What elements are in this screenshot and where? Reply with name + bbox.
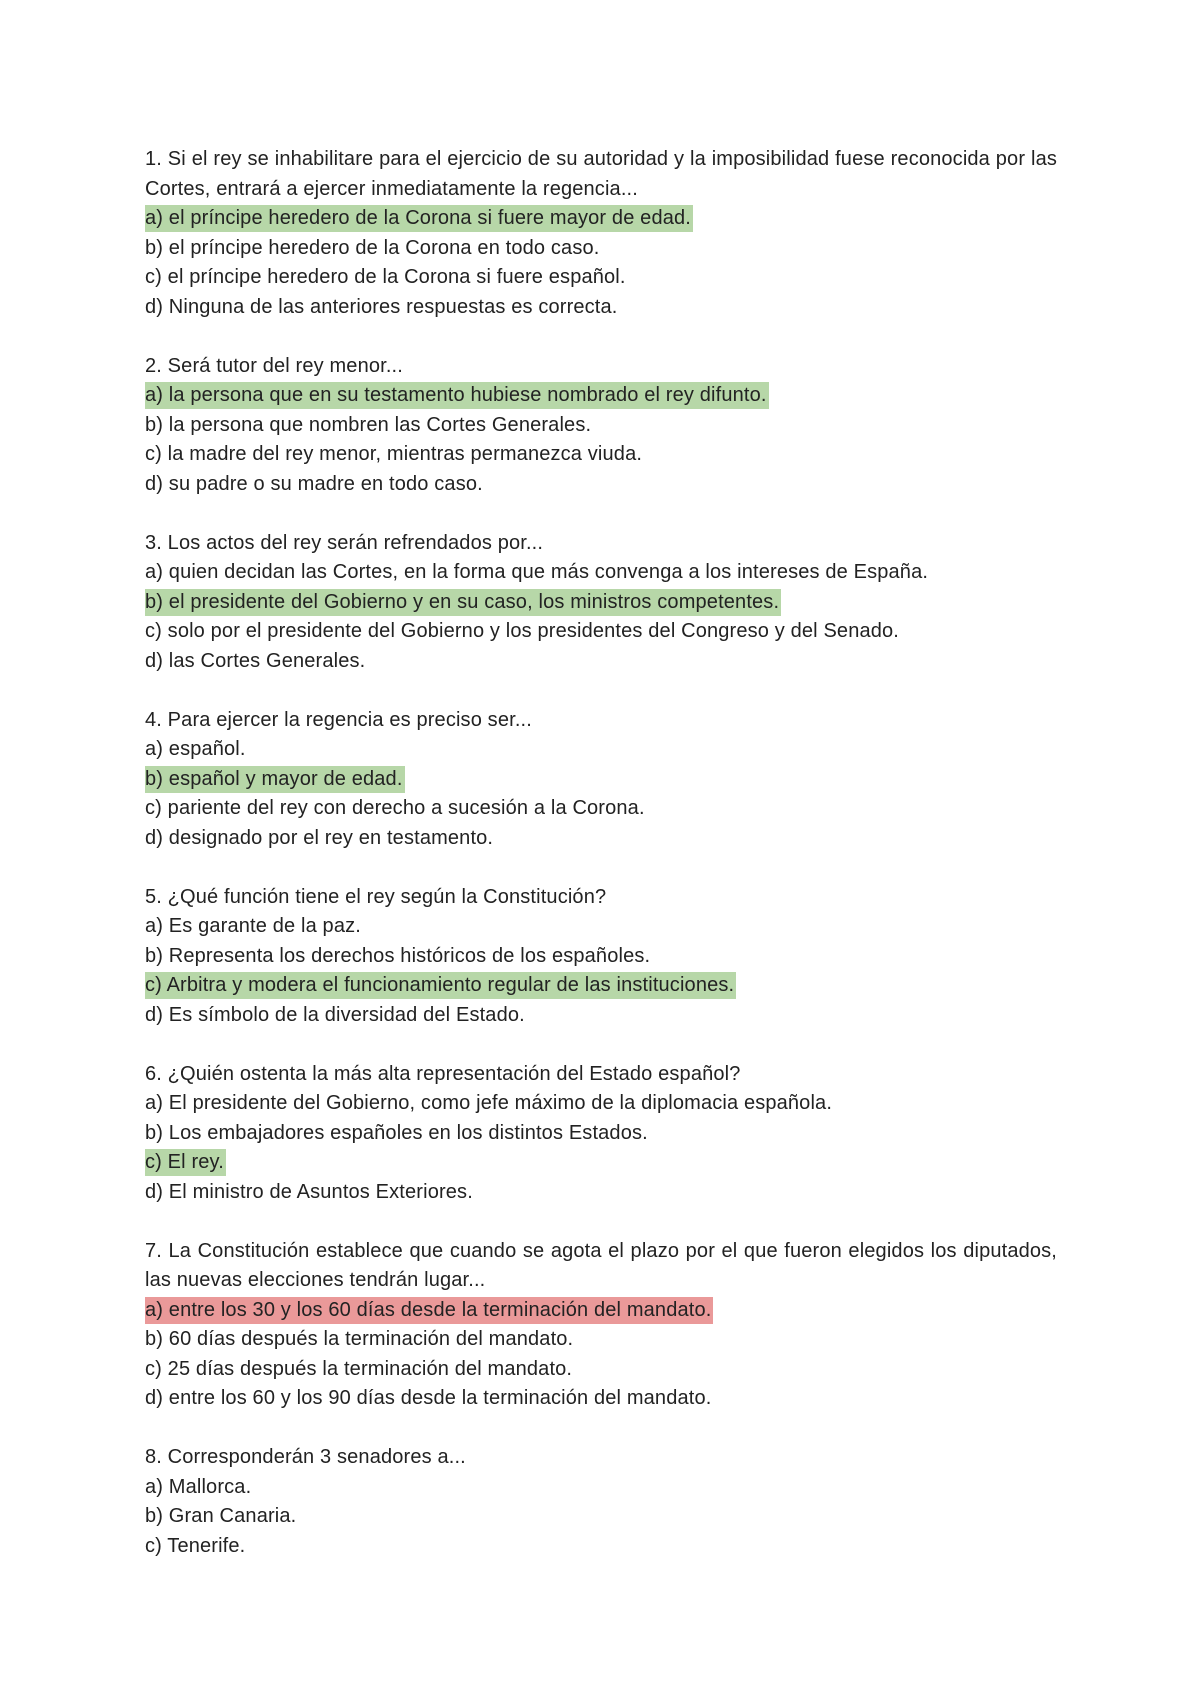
option-text: a) Mallorca. — [145, 1475, 252, 1498]
answer-option — [145, 735, 1057, 765]
answer-option — [145, 1178, 1057, 1208]
question-3 — [145, 529, 1057, 677]
answer-option — [145, 204, 1057, 234]
question-text: 7. La Constitución establece que cuando se agota el plazo por el que fueron elegidos los diputados, las nuevas elecciones tendrán lugar... — [145, 1239, 1057, 1291]
option-text: d) Es símbolo de la diversidad del Estado. — [145, 1003, 525, 1026]
answer-option — [145, 470, 1057, 500]
answer-option — [145, 293, 1057, 323]
answer-option — [145, 263, 1057, 293]
question-5 — [145, 883, 1057, 1031]
option-text: d) su padre o su madre en todo caso. — [145, 472, 483, 495]
answer-option — [145, 1296, 1057, 1326]
answer-option — [145, 765, 1057, 795]
option-text: b) Los embajadores españoles en los distintos Estados. — [145, 1121, 648, 1144]
answer-option — [145, 794, 1057, 824]
option-text: a) entre los 30 y los 60 días desde la terminación del mandato. — [145, 1297, 713, 1324]
option-text: c) la madre del rey menor, mientras permanezca viuda. — [145, 443, 643, 465]
question-text: 1. Si el rey se inhabilitare para el ejercicio de su autoridad y la imposibilidad fuese reconocida por las Cortes, entrará a ejercer inmediatamente la regencia... — [145, 148, 1057, 200]
question-text: 6. ¿Quién ostenta la más alta representación del Estado español? — [145, 1062, 741, 1085]
answer-option — [145, 971, 1057, 1001]
answer-option — [145, 1119, 1057, 1149]
option-text: c) Tenerife. — [145, 1534, 246, 1557]
answer-option — [145, 1001, 1057, 1031]
answer-option — [145, 588, 1057, 618]
answer-option — [145, 912, 1057, 942]
option-text: d) las Cortes Generales. — [145, 649, 366, 672]
question-1 — [145, 145, 1057, 322]
option-text: a) la persona que en su testamento hubiese nombrado el rey difunto. — [145, 382, 769, 409]
answer-option — [145, 942, 1057, 972]
question-7 — [145, 1237, 1057, 1414]
answer-option — [145, 647, 1057, 677]
option-text: c) 25 días después la terminación del mandato. — [145, 1357, 573, 1380]
question-text: 3. Los actos del rey serán refrendados por... — [145, 531, 544, 554]
option-text: c) El rey. — [145, 1149, 226, 1176]
answer-option — [145, 234, 1057, 264]
answer-option — [145, 1148, 1057, 1178]
option-text: b) la persona que nombren las Cortes Generales. — [145, 413, 592, 436]
option-text: b) Representa los derechos históricos de los españoles. — [145, 944, 651, 967]
option-text: c) solo por el presidente del Gobierno y los presidentes del Congreso y del Senado. — [145, 620, 900, 642]
question-4 — [145, 706, 1057, 854]
question-6 — [145, 1060, 1057, 1208]
option-text: b) 60 días después la terminación del mandato. — [145, 1328, 574, 1350]
answer-option — [145, 824, 1057, 854]
answer-option — [145, 1355, 1057, 1385]
answer-option — [145, 1089, 1057, 1119]
question-text: 8. Corresponderán 3 senadores a... — [145, 1446, 466, 1468]
question-text: 2. Será tutor del rey menor... — [145, 354, 403, 377]
question-text: 4. Para ejercer la regencia es preciso ser... — [145, 708, 532, 731]
option-text: d) El ministro de Asuntos Exteriores. — [145, 1180, 473, 1203]
answer-option — [145, 381, 1057, 411]
option-text: d) designado por el rey en testamento. — [145, 826, 494, 849]
answer-option — [145, 1502, 1057, 1532]
answer-option — [145, 617, 1057, 647]
answer-option — [145, 1384, 1057, 1414]
option-text: a) español. — [145, 738, 246, 760]
option-text: c) pariente del rey con derecho a sucesión a la Corona. — [145, 797, 645, 819]
option-text: a) el príncipe heredero de la Corona si fuere mayor de edad. — [145, 205, 693, 232]
option-text: c) el príncipe heredero de la Corona si fuere español. — [145, 266, 626, 288]
option-text: b) Gran Canaria. — [145, 1505, 297, 1527]
option-text: b) el príncipe heredero de la Corona en todo caso. — [145, 236, 600, 259]
option-text: a) Es garante de la paz. — [145, 915, 361, 937]
option-text: d) entre los 60 y los 90 días desde la terminación del mandato. — [145, 1387, 712, 1409]
option-text: b) español y mayor de edad. — [145, 766, 405, 793]
answer-option — [145, 1473, 1057, 1503]
answer-option — [145, 1325, 1057, 1355]
answer-option — [145, 1532, 1057, 1562]
question-text: 5. ¿Qué función tiene el rey según la Constitución? — [145, 885, 607, 908]
answer-option — [145, 411, 1057, 441]
quiz-document — [145, 145, 1057, 1591]
answer-option — [145, 558, 1057, 588]
option-text: c) Arbitra y modera el funcionamiento regular de las instituciones. — [145, 972, 736, 999]
option-text: a) quien decidan las Cortes, en la forma que más convenga a los intereses de España. — [145, 561, 929, 583]
option-text: a) El presidente del Gobierno, como jefe máximo de la diplomacia española. — [145, 1092, 833, 1114]
option-text: b) el presidente del Gobierno y en su caso, los ministros competentes. — [145, 589, 781, 616]
question-8 — [145, 1443, 1057, 1561]
option-text: d) Ninguna de las anteriores respuestas es correcta. — [145, 295, 618, 318]
question-2 — [145, 352, 1057, 500]
answer-option — [145, 440, 1057, 470]
